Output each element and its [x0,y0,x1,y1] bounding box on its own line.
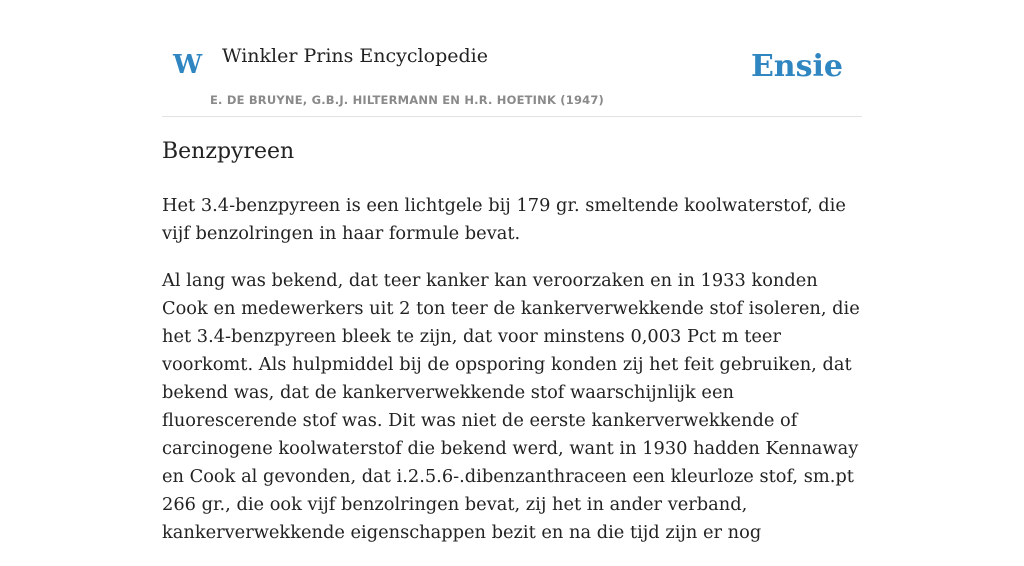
article-title: Benzpyreen [162,139,295,164]
content-container [162,0,862,543]
source-authors: E. DE BRUYNE, G.B.J. HILTERMANN EN H.R. HOETINK (1947) [210,93,605,107]
article-paragraph: Het 3.4-benzpyreen is een lichtgele bij 179 gr. smeltende koolwaterstof, die vijf benzolringen in haar formule bevat. [162,195,846,244]
header [162,0,862,117]
source-title[interactable]: Winkler Prins Encyclopedie [222,45,488,67]
brand-logo[interactable]: Ensie [750,49,843,84]
article-body [162,192,862,566]
source-logo[interactable]: W [173,50,203,80]
article-paragraph: Al lang was bekend, dat teer kanker kan veroorzaken en in 1933 konden Cook en medewerkers uit 2 ton teer de kankerverwekkende stof isoleren, die het 3.4-benzpyreen bleek te zijn, dat voor minstens 0,003 Pct m teer voorkomt. Als hulpmiddel bij de opsporing konden zij het feit gebruiken, dat bekend was, dat de kankerverwekkende stof waarschijnlijk een fluorescerende stof was. Dit was niet de eerste kankerverwekkende of carcinogene koolwaterstof die bekend werd, want in 1930 hadden Kennaway en Cook al gevonden, dat i.2.5.6-.dibenzanthraceen een kleurloze stof, sm.pt 266 gr., die ook vijf benzolringen bevat, zij het in ander verband, kankerverwekkende eigenschappen bezit en na die tijd zijn er nog [162,270,860,543]
